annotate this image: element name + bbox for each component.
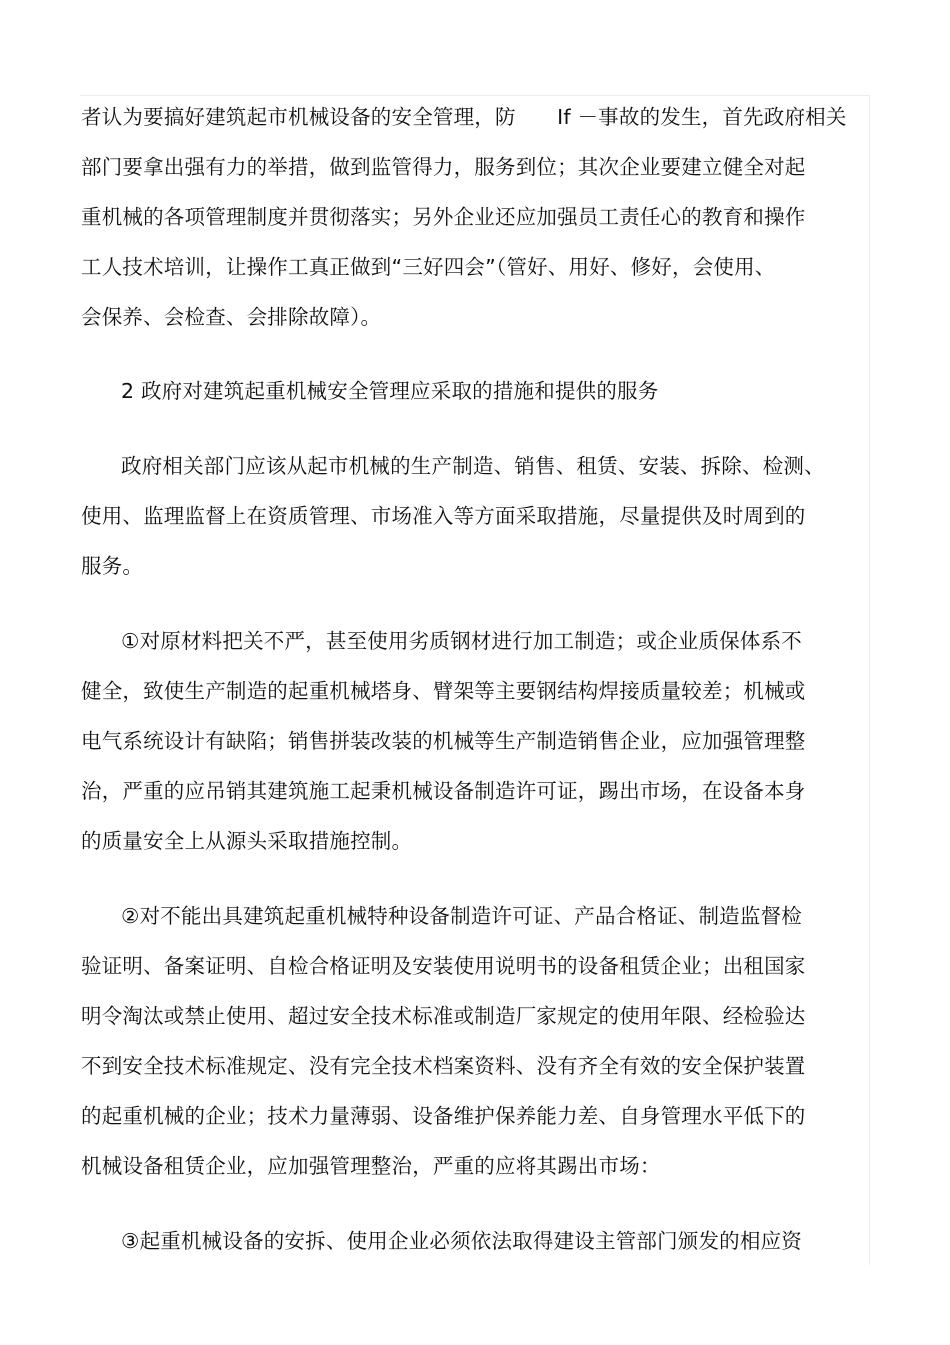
paragraph-gov-line-1: 政府相关部门应该从起市机械的生产制造、销售、租赁、安装、拆除、检测、 — [121, 454, 825, 478]
paragraph-gov-line-3: 服务。 — [81, 554, 144, 578]
paragraph-item2-line-6: 机械设备租赁企业，应加强管理整治，严重的应将其踢出市场： — [81, 1154, 661, 1178]
paragraph-item2-line-1: ②对不能出具建筑起重机械特种设备制造许可证、产品合格证、制造监督检 — [121, 904, 802, 928]
paragraph-item1-line-2: 健全，致使生产制造的起重机械塔身、臂架等主要钢结构焊接质量较差；机械或 — [81, 679, 806, 703]
paragraph-intro-line-1: 者认为要搞好建筑起市机械设备的安全管理，防 If －事故的发生，首先政府相关 — [81, 105, 847, 129]
paragraph-intro-line-5: 会保养、会检查、会排除故障）。 — [81, 305, 382, 329]
paragraph-item2-line-2: 验证明、备案证明、自检合格证明及安装使用说明书的设备租赁企业；出租国家 — [81, 954, 806, 978]
paragraph-item2-line-3: 明令淘汰或禁止使用、超过安全技术标准或制造厂家规定的使用年限、经检验达 — [81, 1004, 806, 1028]
paragraph-item1-line-4: 治，严重的应吊销其建筑施工起秉机械设备制造许可证，踢出市场，在设备本身 — [81, 779, 806, 803]
paragraph-intro-line-2: 部门要拿出强有力的举措，做到监管得力，服务到位；其次企业要建立健全对起 — [81, 155, 806, 179]
paragraph-item1-line-5: 的质量安全上从源头采取措施控制。 — [81, 829, 413, 853]
page-border-top — [80, 95, 870, 96]
section-heading: 2 政府对建筑起重机械安全管理应采取的措施和提供的服务 — [121, 379, 659, 403]
page-border-right — [869, 95, 870, 1265]
paragraph-item2-line-4: 不到安全技术标准规定、没有完全技术档案资料、没有齐全有效的安全保护装置 — [81, 1054, 806, 1078]
paragraph-intro-line-4: 工人技术培训，让操作工真正做到“三好四会”（管好、用好、修好，会使用、 — [81, 255, 776, 279]
paragraph-item1-line-1: ①对原材料把关不严，甚至使用劣质钢材进行加工制造；或企业质保体系不 — [121, 629, 802, 653]
paragraph-item3-line-1: ③起重机械设备的安拆、使用企业必须依法取得建设主管部门颁发的相应资 — [121, 1229, 802, 1253]
paragraph-intro-line-3: 重机械的各项管理制度并贯彻落实；另外企业还应加强员工责任心的教育和操作 — [81, 205, 806, 229]
paragraph-gov-line-2: 使用、监理监督上在资质管理、市场准入等方面采取措施，尽量提供及时周到的 — [81, 504, 806, 528]
paragraph-item1-line-3: 电气系统设计有缺陷；销售拼装改装的机械等生产制造销售企业，应加强管理整 — [81, 729, 806, 753]
paragraph-item2-line-5: 的起重机械的企业；技术力量薄弱、设备维护保养能力差、自身管理水平低下的 — [81, 1104, 806, 1128]
